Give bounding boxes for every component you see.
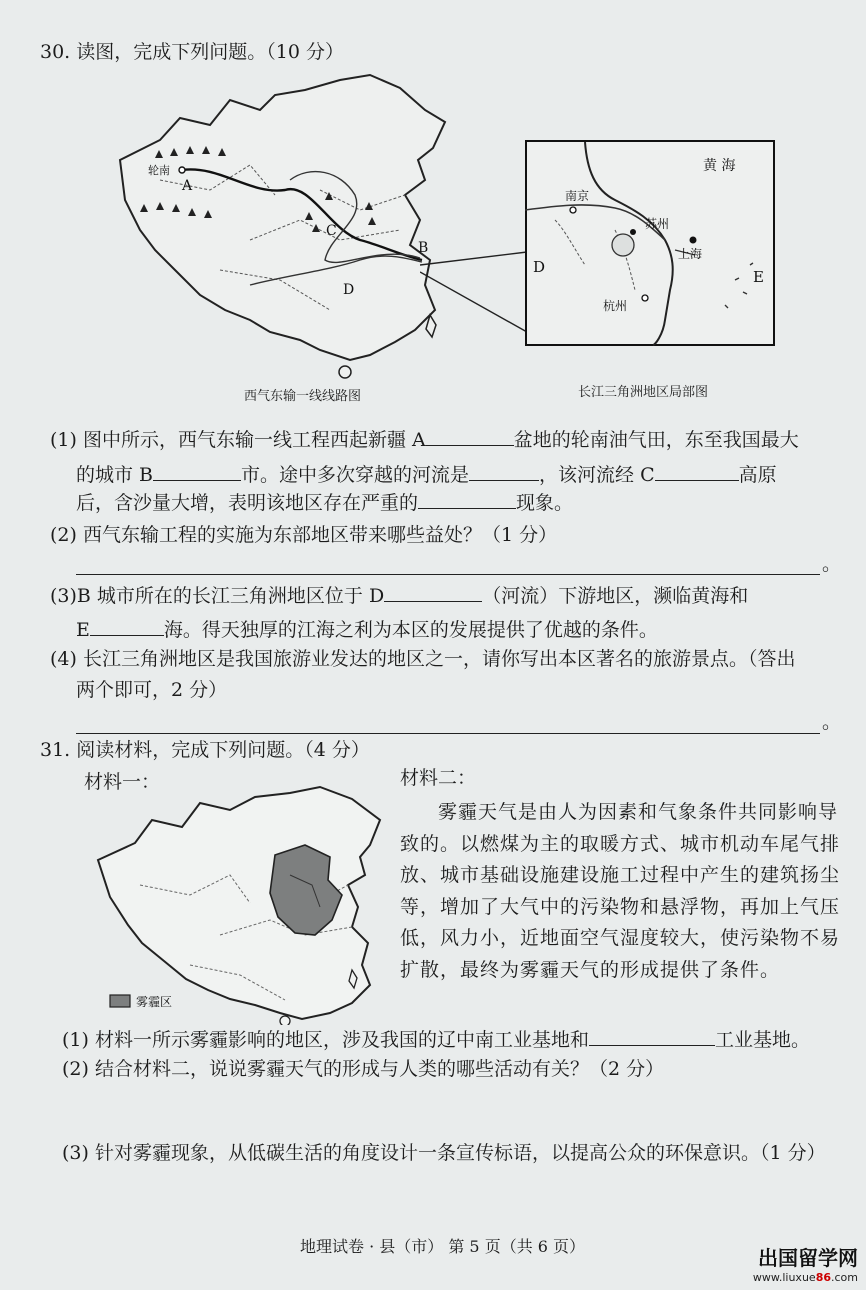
lunnan-marker [179, 167, 185, 173]
q30-p2-end: 。 [822, 553, 842, 575]
watermark-url: www.liuxue86.com [752, 1271, 858, 1284]
taihu-lake [612, 234, 634, 256]
nanjing-marker [570, 207, 576, 213]
inset-connector [420, 240, 530, 340]
q30-p4-line1: (4) 长江三角洲地区是我国旅游业发达的地区之一，请你写出本区著名的旅游景点。（答出 [50, 648, 796, 670]
q30-title: 30. 读图，完成下列问题。（10 分） [40, 41, 344, 63]
q30-p1-line1: (1) 图中所示，西气东输一线工程西起新疆 A 盆地的轮南油气田，东至我国最大 [50, 429, 799, 451]
legend-swatch [110, 995, 130, 1007]
hainan [339, 366, 351, 378]
label-huanghai: 黄 海 [703, 158, 736, 174]
blank-phenomenon[interactable] [418, 490, 516, 509]
watermark [753, 1242, 858, 1284]
label-inset-d: D [533, 258, 546, 276]
pipeline-map [100, 70, 450, 390]
label-lunnan: 轮南 [148, 164, 170, 177]
yangtze-delta-map [525, 140, 775, 346]
label-inset-e: E [753, 268, 764, 286]
haze-map [90, 785, 390, 1025]
q31-material2-label: 材料二： [400, 767, 477, 789]
page-footer: 地理试卷 · 县（市） 第 5 页（共 6 页） [300, 1237, 586, 1256]
blank-city[interactable] [153, 462, 241, 481]
hangzhou-marker [642, 295, 648, 301]
blank-sea-e[interactable] [90, 617, 164, 636]
q30-p1-line2: 的城市 B 市。途中多次穿越的河流是 ，该河流经 C 高原 [76, 464, 777, 486]
label-c: C [326, 223, 337, 239]
shanghai-marker [690, 237, 697, 244]
label-suzhou: 苏州 [645, 217, 670, 231]
label-hangzhou: 杭州 [603, 299, 628, 313]
q30-p1-line3: 后，含沙量大增，表明该地区存在严重的 现象。 [76, 492, 574, 514]
q30-p3-line1: (3)B 城市所在的长江三角洲地区位于 D （河流）下游地区，濒临黄海和 [50, 585, 749, 607]
blank-plateau[interactable] [655, 462, 739, 481]
blank-river-d[interactable] [384, 583, 482, 602]
answer-line-q30-p2[interactable] [76, 574, 820, 575]
q30-p4-end: 。 [822, 711, 842, 733]
label-a: A [182, 178, 193, 194]
label-d: D [343, 282, 355, 298]
q31-p3: (3) 针对雾霾现象，从低碳生活的角度设计一条宣传标语，以提高公众的环保意识。（1 分） [62, 1142, 826, 1164]
blank-river[interactable] [469, 462, 539, 481]
q31-title: 31. 阅读材料，完成下列问题。（4 分） [40, 739, 370, 761]
blank-basin[interactable] [426, 427, 514, 446]
label-nanjing: 南京 [565, 189, 590, 203]
blank-industrial-base[interactable] [589, 1027, 715, 1046]
legend-label: 雾霾区 [136, 995, 173, 1009]
q30-p3-line2: E 海。得天独厚的江海之利为本区的发展提供了优越的条件。 [76, 619, 658, 641]
answer-line-q30-p4[interactable] [76, 733, 820, 734]
map1-caption: 西气东输一线线路图 [244, 389, 362, 404]
q31-p2: (2) 结合材料二，说说雾霾天气的形成与人类的哪些活动有关？（2 分） [62, 1058, 665, 1080]
watermark-site: 出国留学网 [758, 1246, 858, 1270]
q31-material2-text: 雾霾天气是由人为因素和气象条件共同影响导致的。以燃煤为主的取暖方式、城市机动车尾气排放、城市基础设施建设施工过程中产生的建筑扬尘等，增加了大气中的污染物和悬浮物，再加上气压低，风力小，近地面空气湿度较大，使污染物不易扩散，最终为雾霾天气的形成提供了条件。 [400, 801, 841, 981]
suzhou-marker [630, 229, 636, 235]
q30-p4-line2: 两个即可，2 分） [76, 679, 228, 701]
q31-material1-label: 材料一： [84, 771, 161, 793]
label-b: B [418, 240, 429, 256]
q30-p2: (2) 西气东输工程的实施为东部地区带来哪些益处？（1 分） [50, 524, 558, 546]
map2-caption: 长江三角洲地区局部图 [578, 385, 709, 400]
label-shanghai: 上海 [678, 247, 703, 261]
q31-p1: (1) 材料一所示雾霾影响的地区，涉及我国的辽中南工业基地和 工业基地。 [62, 1029, 810, 1051]
china-outline [120, 75, 445, 360]
